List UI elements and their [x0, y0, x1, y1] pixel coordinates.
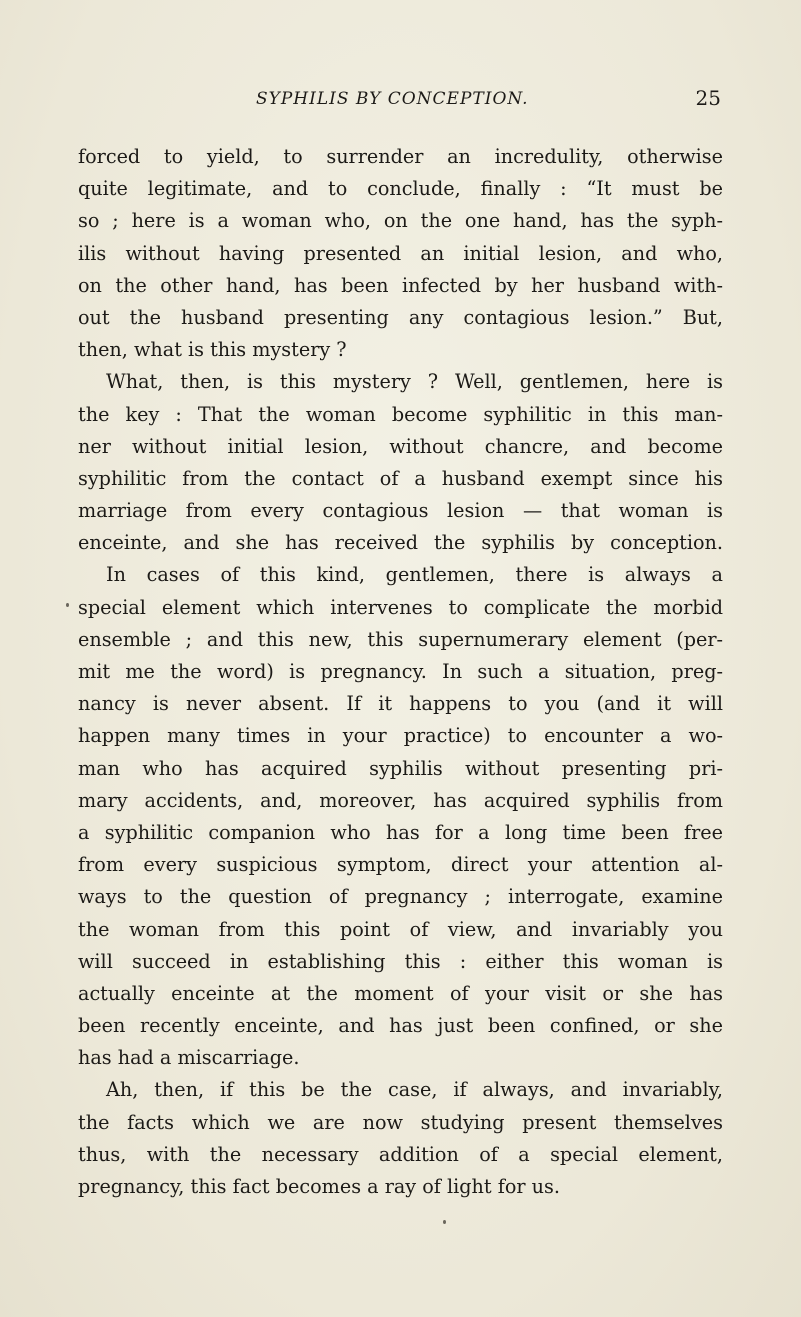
text-line: ilis without having presented an initial lesion, and who,	[78, 241, 723, 265]
text-line: been recently enceinte, and has just been confined, or she	[78, 1014, 723, 1038]
text-line: forced to yield, to surrender an incredulity, otherwise	[78, 145, 723, 168]
text-line: mit me the word) is pregnancy. In such a situation, preg-	[78, 660, 723, 683]
text-line: nancy is never absent. If it happens to you (and it will	[78, 692, 723, 716]
text-line: enceinte, and she has received the syphilis by conception.	[78, 531, 723, 555]
text-line: mary accidents, and, moreover, has acquired syphilis from	[78, 788, 723, 812]
text-line: happen many times in your practice) to encounter a wo-	[78, 724, 723, 748]
text-line: quite legitimate, and to conclude, finally : “It must be	[78, 177, 723, 201]
text-line: special element which intervenes to complicate the morbid	[78, 595, 723, 619]
text-line: the key : That the woman become syphilitic in this man-	[78, 402, 723, 426]
running-title: SYPHILIS BY CONCEPTION.	[256, 89, 529, 109]
text-line: out the husband presenting any contagious lesion.” But,	[78, 305, 723, 329]
text-line: ensemble ; and this new, this supernumerary element (per-	[78, 627, 723, 651]
text-line: will succeed in establishing this : either this woman is	[78, 949, 723, 973]
text-line: man who has acquired syphilis without presenting pri-	[78, 756, 723, 780]
text-line: from every suspicious symptom, direct your attention al-	[78, 853, 723, 877]
text-line: so ; here is a woman who, on the one hand, has the syph-	[78, 209, 723, 233]
page-number: 25	[695, 86, 721, 110]
page-header	[78, 86, 721, 115]
text-line: syphilitic from the contact of a husband exempt since his	[78, 466, 723, 490]
text-line: then, what is this mystery ?	[78, 338, 347, 362]
text-line: Ah, then, if this be the case, if always, and invariably,	[106, 1078, 723, 1102]
text-line: ways to the question of pregnancy ; interrogate, examine	[78, 885, 723, 909]
text-line: a syphilitic companion who has for a long time been free	[78, 820, 723, 844]
text-line: What, then, is this mystery ? Well, gentlemen, here is	[106, 370, 723, 394]
text-line: marriage from every contagious lesion — that woman is	[78, 499, 723, 523]
text-line: thus, with the necessary addition of a special element,	[78, 1142, 723, 1166]
print-speck	[66, 603, 69, 607]
text-line: the woman from this point of view, and invariably you	[78, 917, 723, 941]
text-line: pregnancy, this fact becomes a ray of light for us.	[78, 1175, 560, 1198]
text-line: has had a miscarriage.	[78, 1046, 300, 1070]
body-text	[78, 141, 723, 1203]
text-line: on the other hand, has been infected by her husband with-	[78, 273, 723, 297]
text-line: the facts which we are now studying present themselves	[78, 1110, 723, 1134]
text-line: In cases of this kind, gentlemen, there is always a	[106, 563, 723, 587]
text-line: actually enceinte at the moment of your visit or she has	[78, 981, 723, 1005]
print-speck	[443, 1220, 446, 1224]
text-line: ner without initial lesion, without chancre, and become	[78, 434, 723, 458]
